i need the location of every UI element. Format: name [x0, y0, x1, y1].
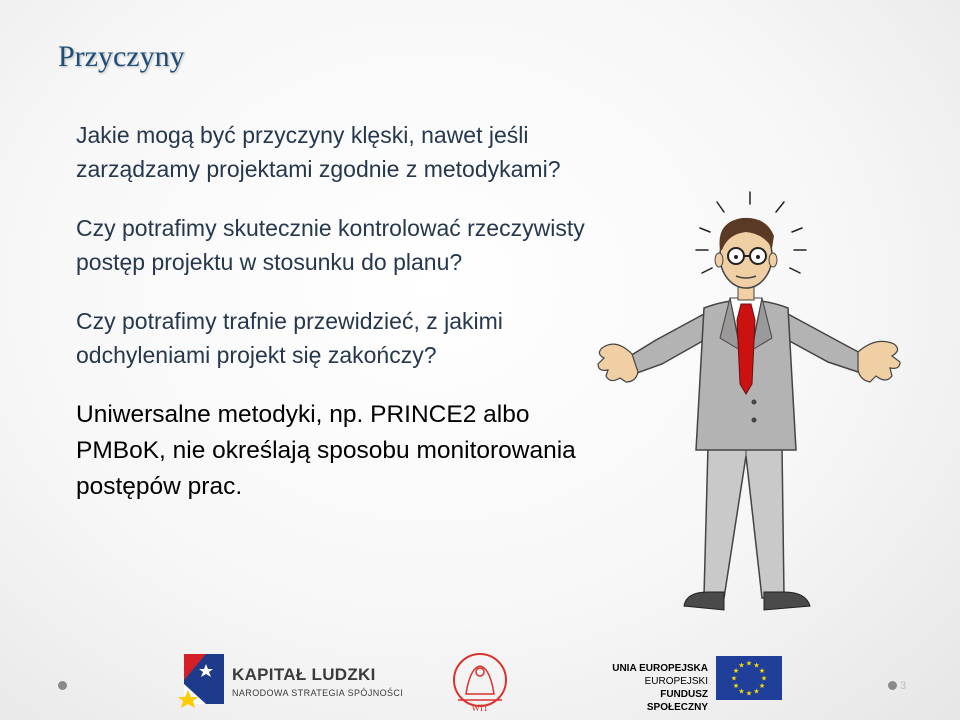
kapital-ludzki-logo-icon: [176, 650, 228, 708]
eu-star: ★: [745, 659, 753, 668]
eu-star: ★: [732, 682, 740, 690]
paragraph-statement: Uniwersalne metodyki, np. PRINCE2 albo PMBoK, nie określają sposobu monitorowania postępów prac.: [76, 401, 576, 500]
paragraph-question-1: Jakie mogą być przyczyny klęski, nawet jeśli zarządzamy projektami zgodnie z metodykami?: [76, 122, 561, 182]
eu-line-2: EUROPEJSKI: [644, 676, 708, 687]
footer-dot-left: [58, 681, 67, 690]
eu-star: ★: [732, 667, 740, 675]
eu-flag-icon: [716, 656, 782, 700]
wit-logo-text: WIT: [471, 703, 489, 713]
kapital-ludzki-subtitle: NARODOWA STRATEGIA SPÓJNOŚCI: [232, 688, 404, 698]
page-number: 3: [900, 680, 907, 692]
kapital-ludzki-title: KAPITAŁ LUDZKI: [232, 665, 376, 684]
kapital-ludzki-logo: [232, 665, 403, 698]
eu-star: ★: [758, 682, 766, 690]
eu-line-3: FUNDUSZ SPOŁECZNY: [646, 689, 708, 713]
wit-logo-icon: [444, 650, 516, 714]
eu-star: ★: [745, 689, 753, 698]
paragraph-question-2: Czy potrafimy skutecznie kontrolować rzeczywisty postęp projektu w stosunku do planu?: [76, 215, 585, 275]
eu-star: ★: [738, 687, 745, 696]
paragraph-question-3: Czy potrafimy trafnie przewidzieć, z jakimi odchyleniami projekt się zakończy?: [76, 308, 503, 368]
eu-star: ★: [753, 661, 760, 670]
eu-star: ★: [738, 661, 745, 670]
slide-title: Przyczyny: [58, 40, 185, 73]
slide-content: [76, 118, 616, 530]
eu-star: ★: [730, 674, 738, 683]
footer-dot-right: [888, 681, 897, 690]
confused-businessman-icon: [596, 188, 908, 618]
eu-star: ★: [758, 667, 766, 675]
eu-line-1: UNIA EUROPEJSKA: [612, 663, 708, 674]
eu-star: ★: [753, 687, 760, 696]
eu-logo-text: [611, 662, 708, 714]
eu-star: ★: [760, 674, 768, 683]
